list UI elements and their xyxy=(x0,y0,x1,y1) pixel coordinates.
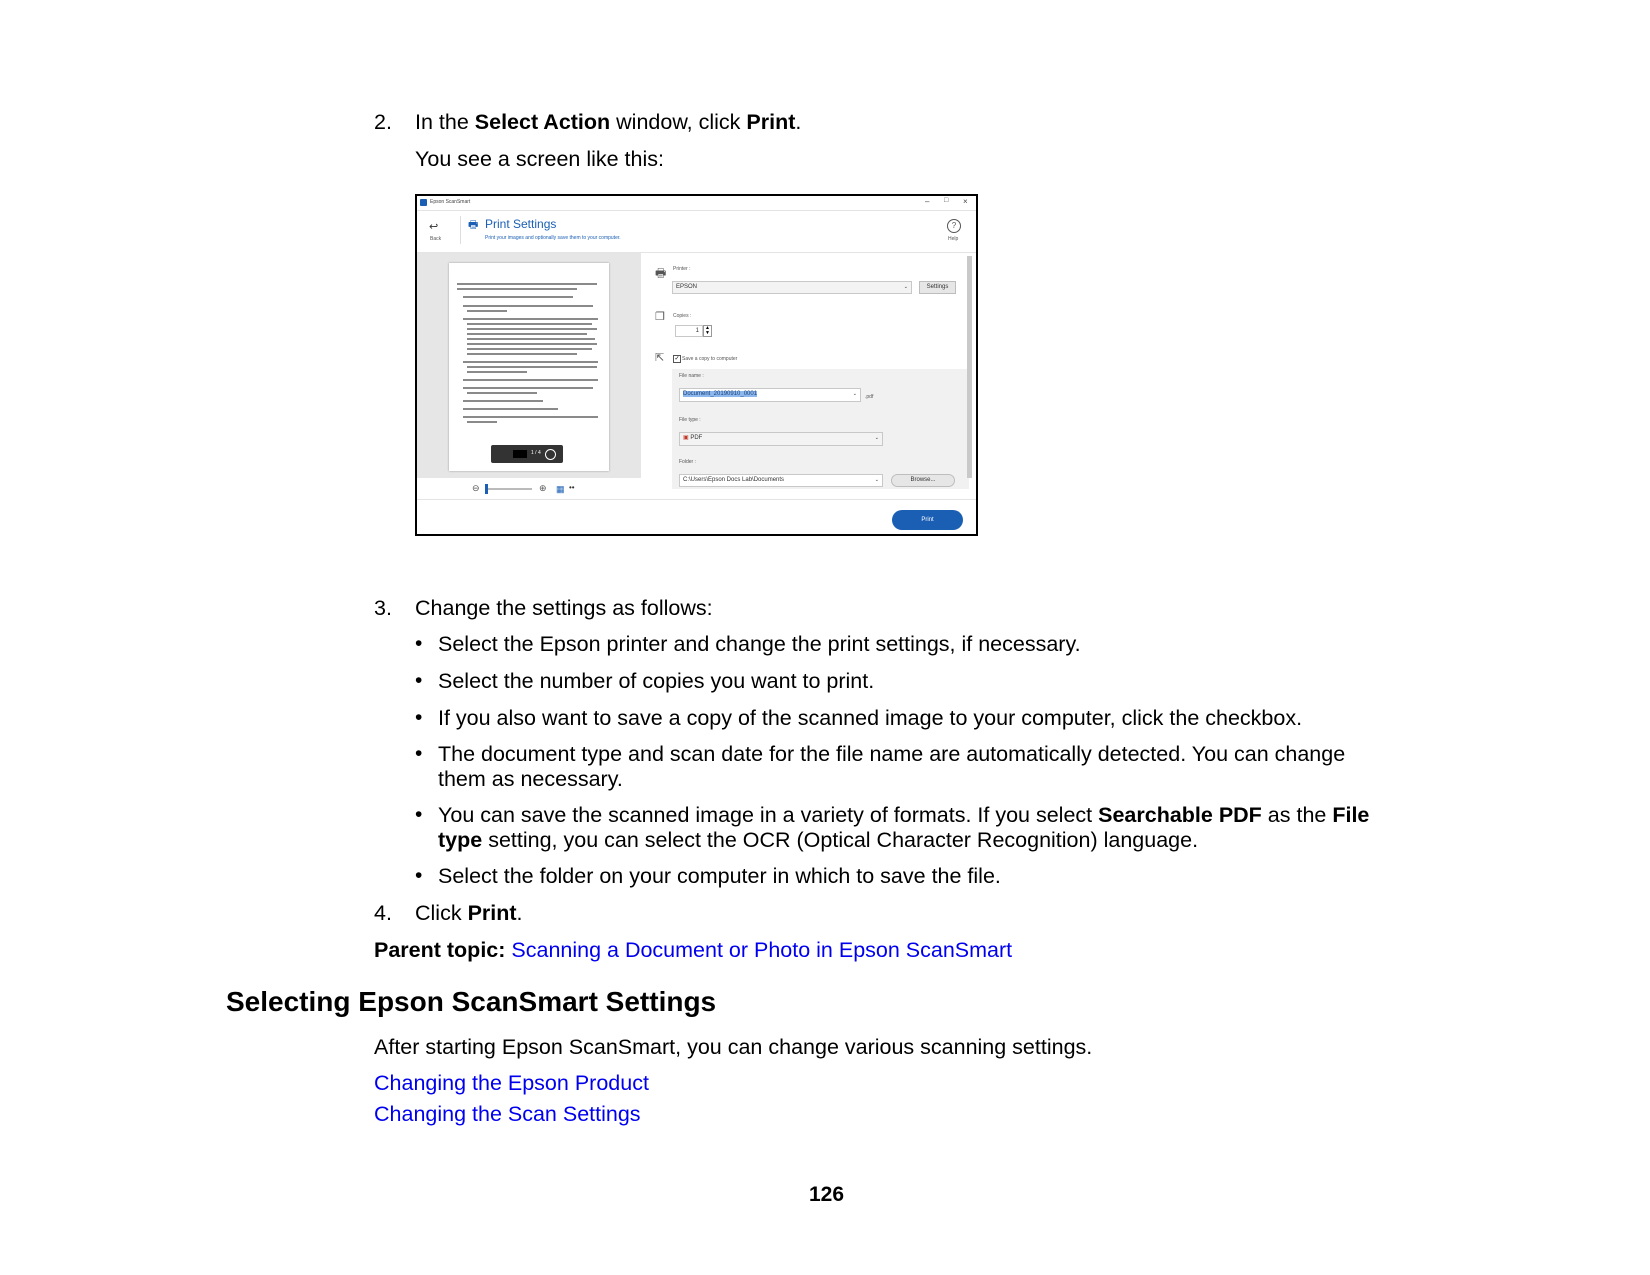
back-icon[interactable]: ↩ xyxy=(429,221,439,233)
bullet-item: Select the number of copies you want to print. xyxy=(438,669,875,693)
zoom-out-icon[interactable]: ⊖ xyxy=(472,483,480,493)
bullet-marker: • xyxy=(415,669,423,692)
step-2-note: You see a screen like this: xyxy=(415,147,664,171)
bullet-item: The document type and scan date for the file name are automatically detected. You can change xyxy=(438,742,1346,766)
bullet-item: You can save the scanned image in a variety of formats. If you select Searchable PDF as the File xyxy=(438,803,1370,827)
parent-topic-label: Parent topic: xyxy=(374,938,506,962)
app-icon xyxy=(420,199,427,206)
bullet-marker: • xyxy=(415,803,423,826)
printer-label: Printer : xyxy=(673,266,691,272)
step-4-text: Click Print. xyxy=(415,901,523,925)
file-extension: .pdf xyxy=(865,394,874,400)
print-button[interactable]: Print xyxy=(892,510,963,530)
copies-icon: ❐ xyxy=(655,311,665,323)
folder-select[interactable]: C:\Users\Epson Docs Lab\Documents ⌄ xyxy=(679,474,883,487)
fit-page-icon[interactable]: ▦ xyxy=(556,484,565,494)
file-type-label: File type : xyxy=(679,417,701,423)
printer-select[interactable]: EPSON ⌄ xyxy=(672,281,912,294)
section-intro: After starting Epson ScanSmart, you can change various scanning settings. xyxy=(374,1035,1093,1059)
print-settings-screenshot xyxy=(415,194,978,536)
window-title: Epson ScanSmart xyxy=(430,199,471,205)
copies-label: Copies : xyxy=(673,313,692,319)
preview-page xyxy=(449,263,609,471)
chevron-down-icon: ⌄ xyxy=(903,284,908,290)
parent-topic-link[interactable]: Scanning a Document or Photo in Epson ScanSmart xyxy=(511,938,1013,962)
maximize-icon[interactable]: □ xyxy=(944,197,949,204)
printer-title-icon: 🖶 xyxy=(468,219,479,231)
pdf-icon: ▣ xyxy=(683,435,689,441)
link-changing-scan-settings[interactable]: Changing the Scan Settings xyxy=(374,1102,641,1126)
save-copy-icon: ⇱ xyxy=(655,352,665,364)
help-icon[interactable]: ? xyxy=(947,219,961,233)
bullet-item-continued: them as necessary. xyxy=(438,767,623,791)
bullet-marker: • xyxy=(415,706,423,729)
bullet-item: Select the Epson printer and change the print settings, if necessary. xyxy=(438,632,1081,656)
parent-topic xyxy=(374,937,1012,963)
page-number: 126 xyxy=(809,1183,845,1206)
chevron-down-icon: ⌄ xyxy=(874,435,879,441)
help-label: Help xyxy=(948,236,959,242)
settings-button[interactable]: Settings xyxy=(919,281,956,294)
save-options-panel xyxy=(672,369,969,489)
step-2-text: In the Select Action window, click Print. xyxy=(415,110,802,134)
copies-input[interactable]: 1 xyxy=(675,325,703,337)
minimize-icon[interactable]: – xyxy=(925,197,930,206)
bullet-item-continued: type setting, you can select the OCR (Optical Character Recognition) language. xyxy=(438,828,1199,852)
browse-button[interactable]: Browse... xyxy=(891,474,955,487)
more-icon[interactable]: •• xyxy=(569,483,575,492)
folder-label: Folder : xyxy=(679,459,696,465)
save-copy-checkbox[interactable]: ✓ xyxy=(674,356,680,362)
copies-stepper[interactable]: ▲ ▼ xyxy=(703,325,712,337)
zoom-slider[interactable] xyxy=(487,488,532,490)
step-4-number: 4. xyxy=(374,901,392,925)
bullet-marker: • xyxy=(415,632,423,655)
file-name-label: File name : xyxy=(679,373,704,379)
section-heading: Selecting Epson ScanSmart Settings xyxy=(226,986,717,1017)
close-icon[interactable]: × xyxy=(963,197,968,206)
printer-icon: 🖶 xyxy=(655,266,667,280)
bullet-marker: • xyxy=(415,864,423,887)
back-label: Back xyxy=(430,236,442,242)
chevron-down-icon: ⌄ xyxy=(874,477,879,483)
bullet-marker: • xyxy=(415,742,423,765)
zoom-in-icon[interactable]: ⊕ xyxy=(539,483,547,493)
zoom-slider-handle[interactable] xyxy=(485,484,488,494)
window-titlebar xyxy=(417,196,976,211)
screen-title: Print Settings xyxy=(485,217,557,231)
page-counter: 1 / 4 xyxy=(531,450,541,456)
bullet-item: If you also want to save a copy of the scanned image to your computer, click the checkbox. xyxy=(438,706,1303,730)
save-copy-label: Save a copy to computer xyxy=(682,356,738,362)
file-type-select[interactable]: ▣ PDF ⌄ xyxy=(679,432,883,446)
screen-subtitle: Print your images and optionally save them to your computer. xyxy=(485,235,621,241)
preview-pane xyxy=(417,253,641,478)
link-changing-epson-product[interactable]: Changing the Epson Product xyxy=(374,1071,649,1095)
zoom-bar xyxy=(417,478,641,500)
step-3-text: Change the settings as follows: xyxy=(415,596,713,620)
scrollbar[interactable] xyxy=(967,256,972,478)
step-2-number: 2. xyxy=(374,110,392,134)
file-name-input[interactable]: Document_20190910_0001 ⌄ xyxy=(679,388,861,402)
step-3-number: 3. xyxy=(374,596,392,620)
bullet-item: Select the folder on your computer in which to save the file. xyxy=(438,864,1001,888)
page-navigator[interactable] xyxy=(491,445,563,463)
